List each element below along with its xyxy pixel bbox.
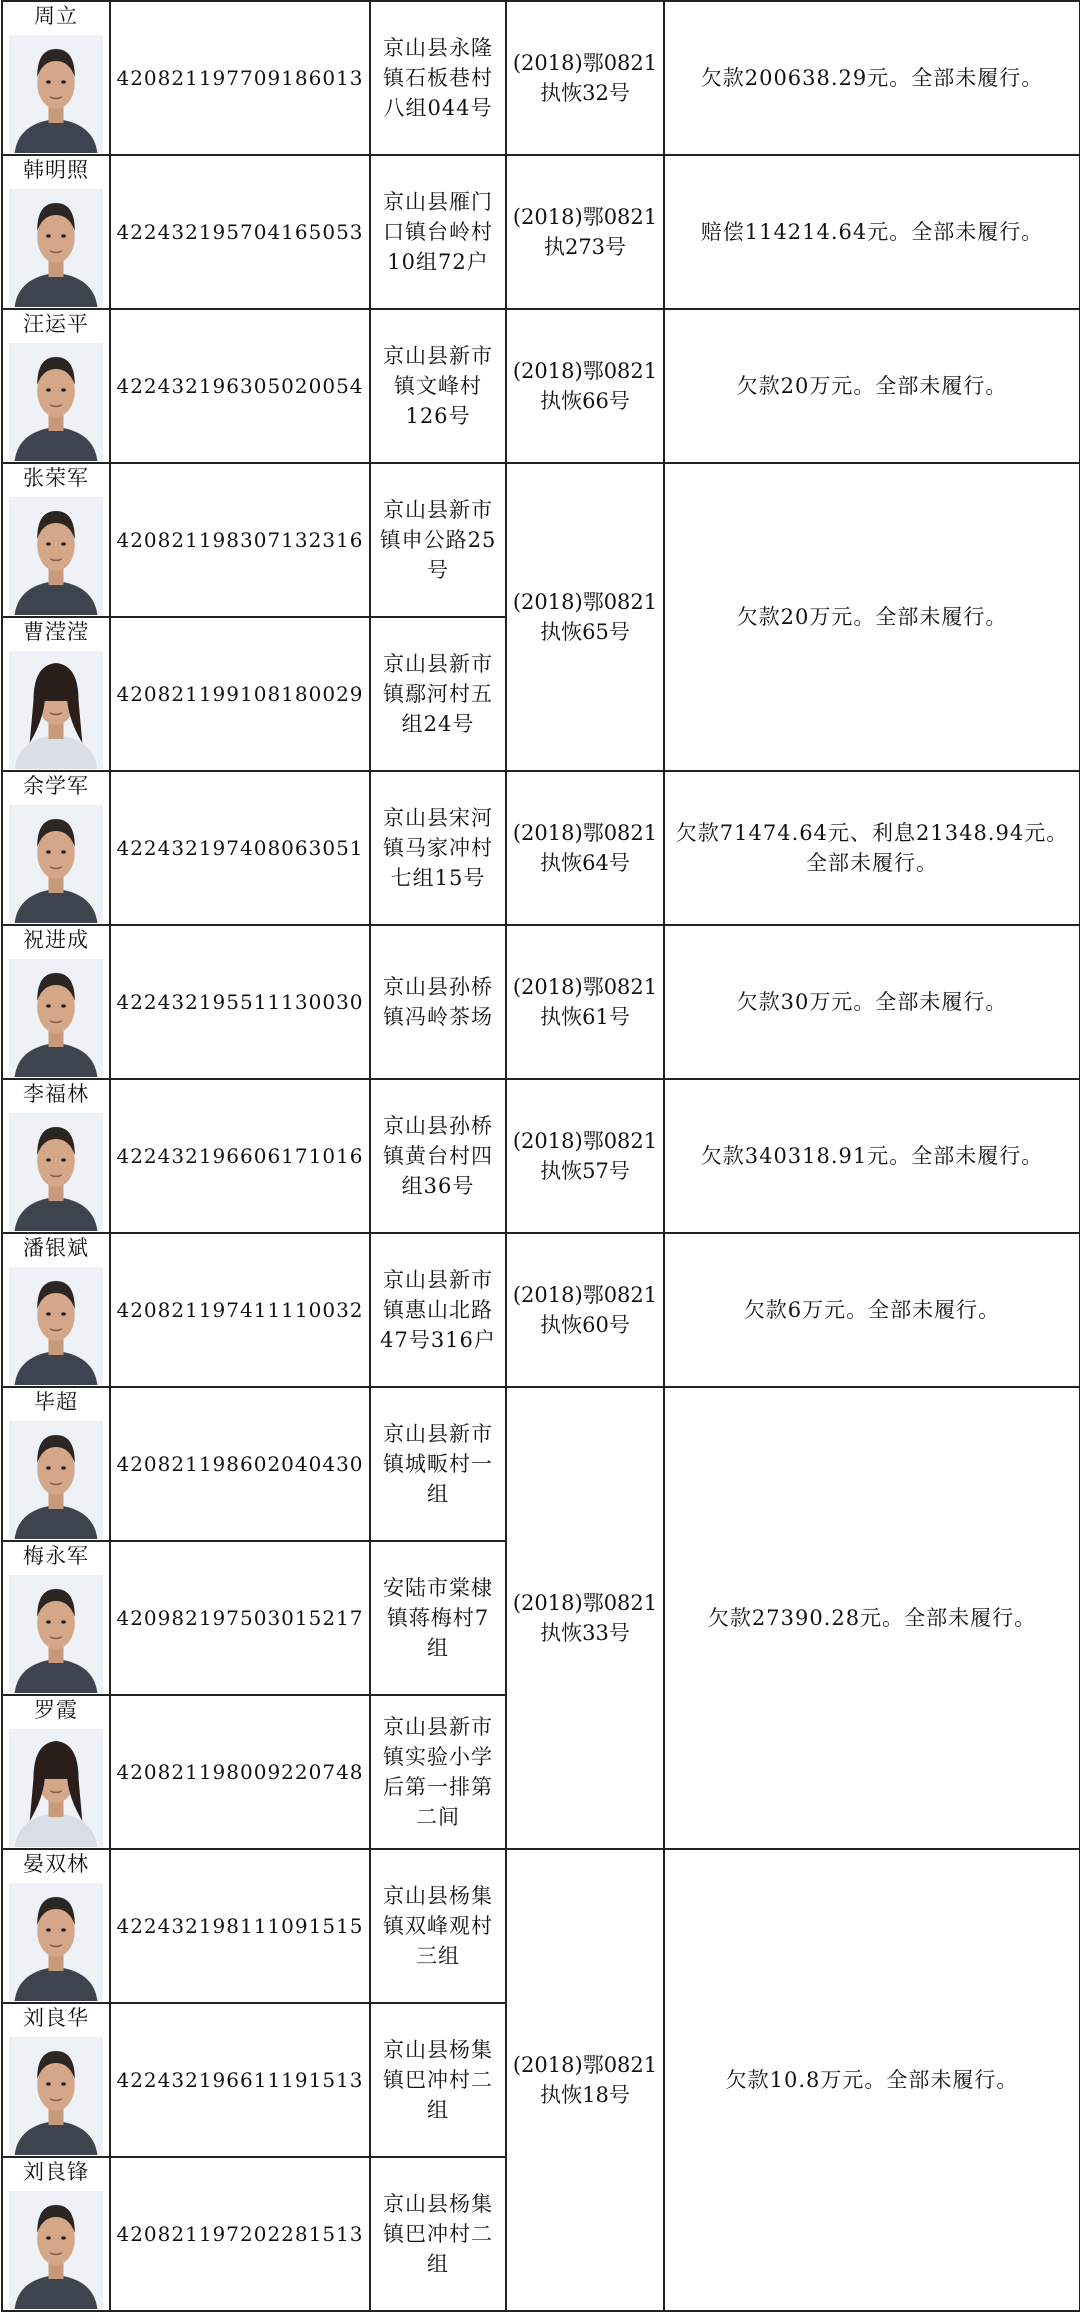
id-number: 422432195704165053 (110, 155, 370, 309)
person-photo-icon (9, 959, 103, 1077)
photo-cell (2, 925, 110, 1079)
photo-cell (2, 1849, 110, 2003)
address: 京山县杨集镇双峰观村三组 (370, 1849, 506, 2003)
address: 安陆市棠棣镇蒋梅村7组 (370, 1541, 506, 1695)
person-photo-icon (9, 189, 103, 307)
photo-cell (2, 1695, 110, 1849)
photo-cell (2, 2157, 110, 2311)
photo-cell (2, 771, 110, 925)
table-row (2, 1387, 1080, 1541)
table-row (2, 771, 1080, 925)
table-row (2, 1233, 1080, 1387)
judgment-detail: 欠款71474.64元、利息21348.94元。全部未履行。 (664, 771, 1080, 925)
person-photo-icon (9, 805, 103, 923)
photo-cell (2, 1387, 110, 1541)
person-name: 韩明照 (23, 158, 89, 182)
case-number: (2018)鄂0821执恢18号 (506, 1849, 664, 2311)
judgment-detail: 欠款6万元。全部未履行。 (664, 1233, 1080, 1387)
judgment-detail: 欠款10.8万元。全部未履行。 (664, 1849, 1080, 2311)
dishonest-debtors-table (1, 0, 1080, 2312)
judgment-detail: 欠款340318.91元。全部未履行。 (664, 1079, 1080, 1233)
id-number: 422432196606171016 (110, 1079, 370, 1233)
judgment-detail: 赔偿114214.64元。全部未履行。 (664, 155, 1080, 309)
person-photo-icon (9, 1729, 103, 1847)
person-photo-icon (9, 2037, 103, 2155)
id-number: 420982197503015217 (110, 1541, 370, 1695)
person-name: 周立 (34, 4, 78, 28)
person-name: 梅永军 (23, 1544, 89, 1568)
person-photo-icon (9, 1421, 103, 1539)
person-name: 罗霞 (34, 1698, 78, 1722)
person-photo-icon (9, 497, 103, 615)
id-number: 422432195511130030 (110, 925, 370, 1079)
judgment-detail: 欠款200638.29元。全部未履行。 (664, 1, 1080, 155)
id-number: 420821197202281513 (110, 2157, 370, 2311)
person-name: 刘良华 (23, 2006, 89, 2030)
person-photo-icon (9, 651, 103, 769)
address: 京山县新市镇鄢河村五组24号 (370, 617, 506, 771)
photo-cell (2, 617, 110, 771)
person-name: 刘良锋 (23, 2160, 89, 2184)
id-number: 420821198602040430 (110, 1387, 370, 1541)
address: 京山县雁门口镇台岭村10组72户 (370, 155, 506, 309)
address: 京山县新市镇申公路25号 (370, 463, 506, 617)
id-number: 420821199108180029 (110, 617, 370, 771)
id-number: 420821198307132316 (110, 463, 370, 617)
case-number: (2018)鄂0821执273号 (506, 155, 664, 309)
judgment-detail: 欠款27390.28元。全部未履行。 (664, 1387, 1080, 1849)
address: 京山县新市镇城畈村一组 (370, 1387, 506, 1541)
id-number: 420821197411110032 (110, 1233, 370, 1387)
address: 京山县杨集镇巴冲村二组 (370, 2157, 506, 2311)
person-name: 晏双林 (23, 1852, 89, 1876)
person-photo-icon (9, 343, 103, 461)
judgment-detail: 欠款20万元。全部未履行。 (664, 309, 1080, 463)
person-name: 祝进成 (23, 928, 89, 952)
id-number: 422432196611191513 (110, 2003, 370, 2157)
judgment-detail: 欠款20万元。全部未履行。 (664, 463, 1080, 771)
photo-cell (2, 1233, 110, 1387)
case-number: (2018)鄂0821执恢32号 (506, 1, 664, 155)
photo-cell (2, 155, 110, 309)
table-row (2, 1849, 1080, 2003)
judgment-detail: 欠款30万元。全部未履行。 (664, 925, 1080, 1079)
table-body (2, 1, 1080, 2311)
table-row (2, 463, 1080, 617)
person-photo-icon (9, 1113, 103, 1231)
person-photo-icon (9, 1575, 103, 1693)
photo-cell (2, 1, 110, 155)
address: 京山县孙桥镇黄台村四组36号 (370, 1079, 506, 1233)
person-name: 张荣军 (23, 466, 89, 490)
address: 京山县宋河镇马家冲村七组15号 (370, 771, 506, 925)
person-name: 余学军 (23, 774, 89, 798)
address: 京山县新市镇实验小学后第一排第二间 (370, 1695, 506, 1849)
table-row (2, 155, 1080, 309)
person-name: 汪运平 (23, 312, 89, 336)
table-row (2, 925, 1080, 1079)
address: 京山县新市镇惠山北路47号316户 (370, 1233, 506, 1387)
case-number: (2018)鄂0821执恢57号 (506, 1079, 664, 1233)
person-name: 曹滢滢 (23, 620, 89, 644)
id-number: 420821197709186013 (110, 1, 370, 155)
id-number: 420821198009220748 (110, 1695, 370, 1849)
photo-cell (2, 1541, 110, 1695)
person-photo-icon (9, 35, 103, 153)
photo-cell (2, 1079, 110, 1233)
address: 京山县新市镇文峰村126号 (370, 309, 506, 463)
case-number: (2018)鄂0821执恢64号 (506, 771, 664, 925)
address: 京山县孙桥镇冯岭茶场 (370, 925, 506, 1079)
photo-cell (2, 463, 110, 617)
person-photo-icon (9, 1883, 103, 2001)
case-number: (2018)鄂0821执恢65号 (506, 463, 664, 771)
person-photo-icon (9, 2191, 103, 2309)
id-number: 422432198111091515 (110, 1849, 370, 2003)
photo-cell (2, 309, 110, 463)
case-number: (2018)鄂0821执恢66号 (506, 309, 664, 463)
person-name: 毕超 (34, 1390, 78, 1414)
person-name: 潘银斌 (23, 1236, 89, 1260)
table-row (2, 309, 1080, 463)
table-row (2, 1079, 1080, 1233)
address: 京山县杨集镇巴冲村二组 (370, 2003, 506, 2157)
id-number: 422432197408063051 (110, 771, 370, 925)
person-name: 李福林 (23, 1082, 89, 1106)
photo-cell (2, 2003, 110, 2157)
table-row (2, 1, 1080, 155)
id-number: 422432196305020054 (110, 309, 370, 463)
case-number: (2018)鄂0821执恢60号 (506, 1233, 664, 1387)
address: 京山县永隆镇石板巷村八组044号 (370, 1, 506, 155)
person-photo-icon (9, 1267, 103, 1385)
case-number: (2018)鄂0821执恢61号 (506, 925, 664, 1079)
case-number: (2018)鄂0821执恢33号 (506, 1387, 664, 1849)
